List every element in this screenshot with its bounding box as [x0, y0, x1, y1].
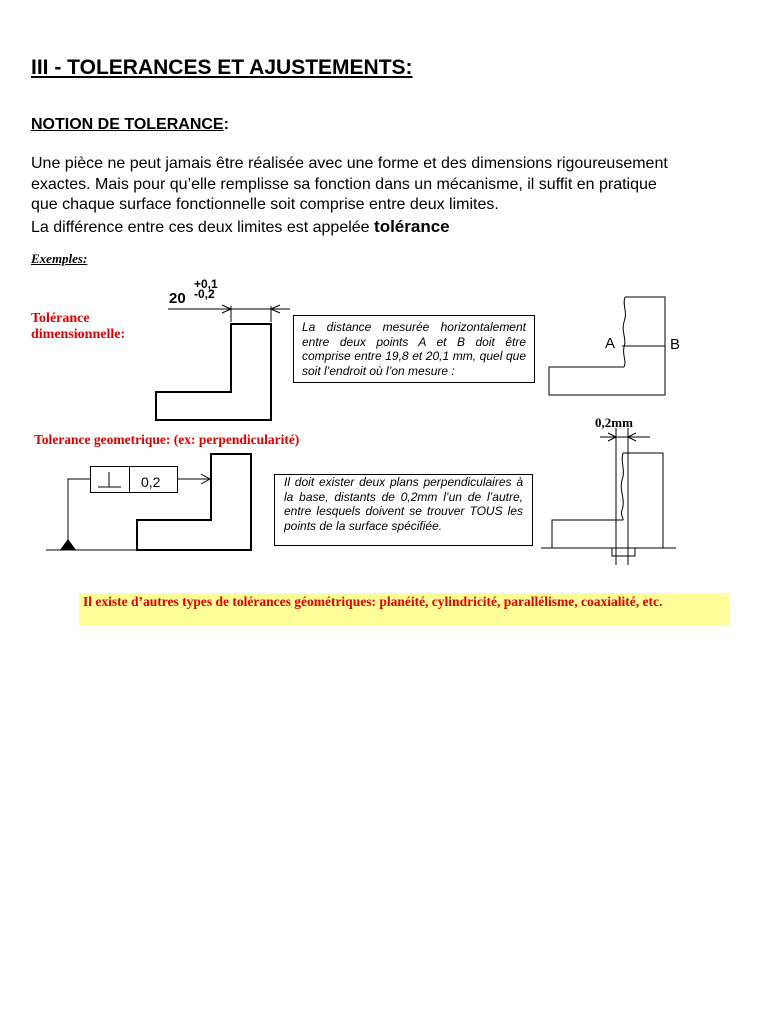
- intro-line-3: que chaque surface fonctionnelle soit comprise entre deux limites.: [31, 196, 499, 213]
- intro-line-2: exactes. Mais pour qu’elle remplisse sa fonction dans un mécanisme, il suffit en pratique: [31, 175, 657, 193]
- subsection-title-colon: :: [223, 116, 229, 133]
- geometric-tolerance-label: Tolerance geometrique: (ex: perpendicularité): [34, 432, 300, 447]
- dimensional-label-line-2: dimensionnelle:: [31, 327, 126, 342]
- tolerance-term: tolérance: [374, 217, 450, 236]
- dimensional-tolerance-label: [31, 311, 125, 343]
- tolerance-definition-text: La différence entre ces deux limites est appelée: [31, 219, 375, 236]
- datum-triangle: [60, 539, 76, 550]
- tolerance-zone-label: 0,2mm: [595, 415, 633, 430]
- intro-line-1: Une pièce ne peut jamais être réalisée avec une forme et des dimensions rigoureusement: [31, 155, 668, 172]
- nominal-dimension: 20: [169, 290, 186, 307]
- tolerance-frame-value: 0,2: [141, 474, 161, 490]
- dimensional-part-drawing: [156, 324, 271, 420]
- point-a-label: A: [605, 335, 616, 352]
- dimensional-label-line-1: Tolérance: [31, 311, 90, 326]
- tolerance-zone-drawing: [541, 428, 676, 565]
- examples-label: Exemples:: [31, 251, 88, 266]
- dimension-tolerances: [194, 279, 218, 299]
- tolerance-frame: [90, 466, 178, 493]
- dimensional-note-box: La distance mesurée horizontalement entre deux points A et B doit être comprise entre 19,8 et 20,1 mm, quel que soit l’endroit où l’on mesure :: [293, 315, 535, 383]
- point-b-label: B: [670, 336, 681, 353]
- section-title: III - TOLERANCES ET AJUSTEMENTS:: [31, 56, 413, 79]
- other-tolerances-highlight: Il existe d’autres types de tolérances géométriques: planéité, cylindricité, parallélisme, coaxialité, etc.: [79, 593, 730, 626]
- dimension-lines: [168, 305, 290, 322]
- geometric-note-box: Il doit exister deux plans perpendiculaires à la base, distants de 0,2mm l’un de l’autre, entre lesquels doivent se trouver TOUS les points de la surface spécifiée.: [274, 474, 533, 546]
- subsection-title-text: NOTION DE TOLERANCE: [31, 116, 224, 133]
- perpendicularity-symbol-cell: [91, 467, 130, 492]
- lower-tolerance: -0,2: [194, 287, 215, 301]
- upper-tolerance: +0,1: [194, 277, 218, 291]
